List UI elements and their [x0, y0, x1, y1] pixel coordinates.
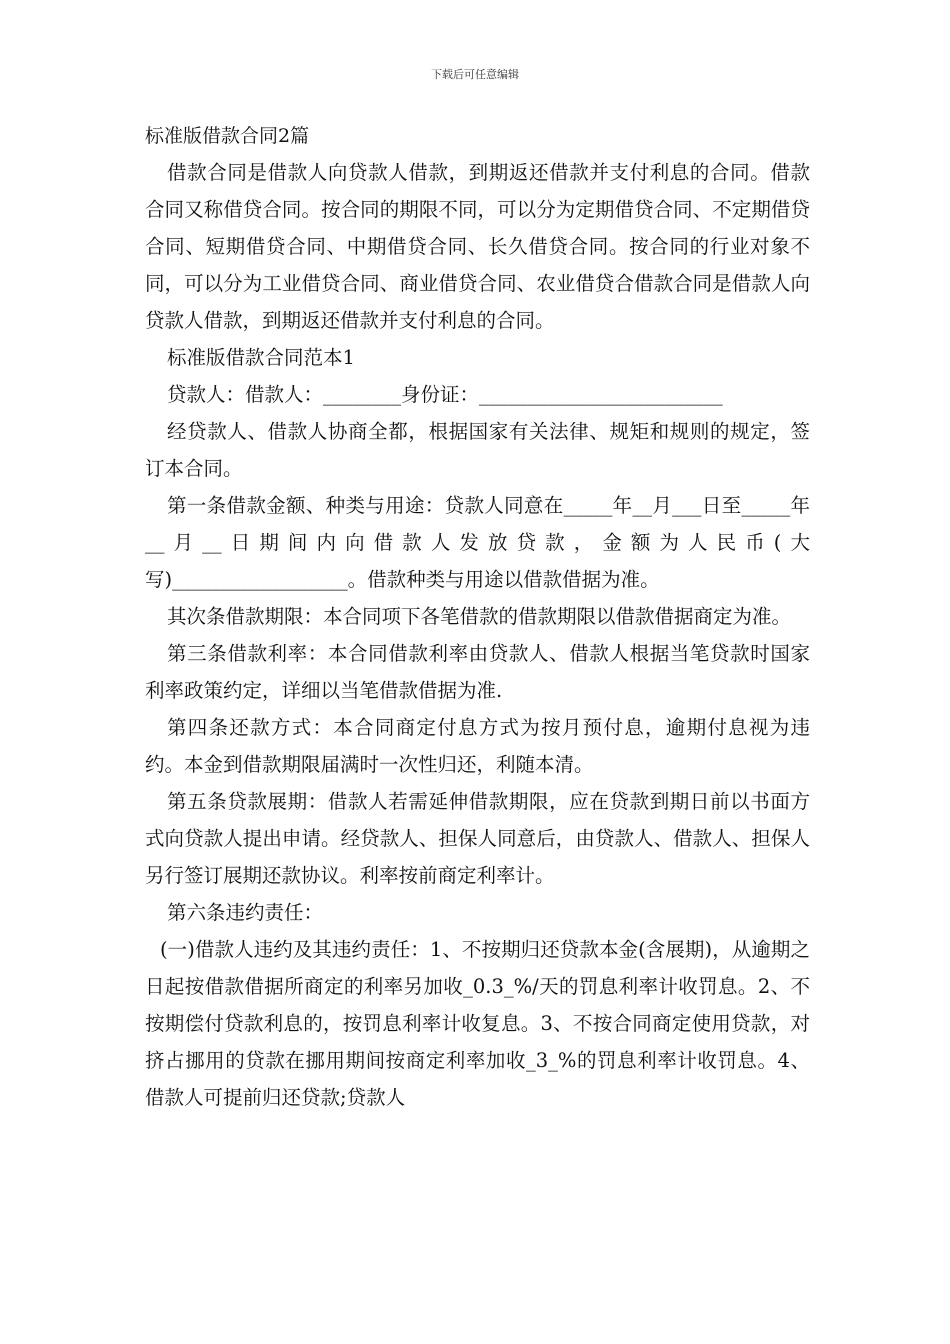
article-4: 第四条还款方式：本合同商定付息方式为按月预付息，逾期付息视为违约。本金到借款期限届满时一次性归还，利随本清。 [145, 716, 810, 776]
article-6: 第六条违约责任： [167, 901, 324, 924]
document-title: 标准版借款合同2篇 [145, 125, 310, 147]
preamble-paragraph: 经贷款人、借款人协商全都，根据国家有关法律、规矩和规则的规定，签订本合同。 [145, 420, 810, 480]
section-heading: 标准版借款合同范本1 [167, 346, 355, 369]
article-5: 第五条贷款展期：借款人若需延伸借款期限，应在贷款到期日前以书面方式向贷款人提出申请。经贷款人、担保人同意后，由贷款人、借款人、担保人另行签订展期还款协议。利率按前商定利率计。 [145, 790, 810, 887]
parties-line: 贷款人：借款人：________身份证：_________________________ [167, 383, 723, 406]
intro-paragraph: 借款合同是借款人向贷款人借款，到期返还借款并支付利息的合同。借款合同又称借贷合同。按合同的期限不同，可以分为定期借贷合同、不定期借贷合同、短期借贷合同、中期借贷合同、长久借贷合同。按合同的行业对象不同，可以分为工业借贷合同、商业借贷合同、农业借贷合借款合同是借款人向贷款人借款，到期返还借款并支付利息的合同。 [145, 161, 810, 332]
article-2: 其次条借款期限：本合同项下各笔借款的借款期限以借款借据商定为准。 [167, 605, 792, 628]
article-6-clause-1: (一)借款人违约及其违约责任：1、不按期归还贷款本金(含展期)，从逾期之日起按借款借据所商定的利率另加收_0.3_%/天的罚息利率计收罚息。2、不按期偿付贷款利息的，按罚息利率计收复息。3、不按合同商定使用贷款，对挤占挪用的贷款在挪用期间按商定利率加收_3_%的罚息利率计收罚息。4、借款人可提前归还贷款;贷款人 [145, 938, 810, 1109]
article-1: 第一条借款金额、种类与用途：贷款人同意在_____年__月___日至_____年__月__日期间内向借款人发放贷款，金额为人民币(大写)__________________。借款种类与用途以借款借据为准。 [145, 494, 810, 591]
document-body [145, 118, 810, 1116]
page-header: 下载后可任意编辑 [431, 68, 519, 81]
article-3: 第三条借款利率：本合同借款利率由贷款人、借款人根据当笔贷款时国家利率政策约定，详细以当笔借款借据为准. [145, 642, 810, 702]
